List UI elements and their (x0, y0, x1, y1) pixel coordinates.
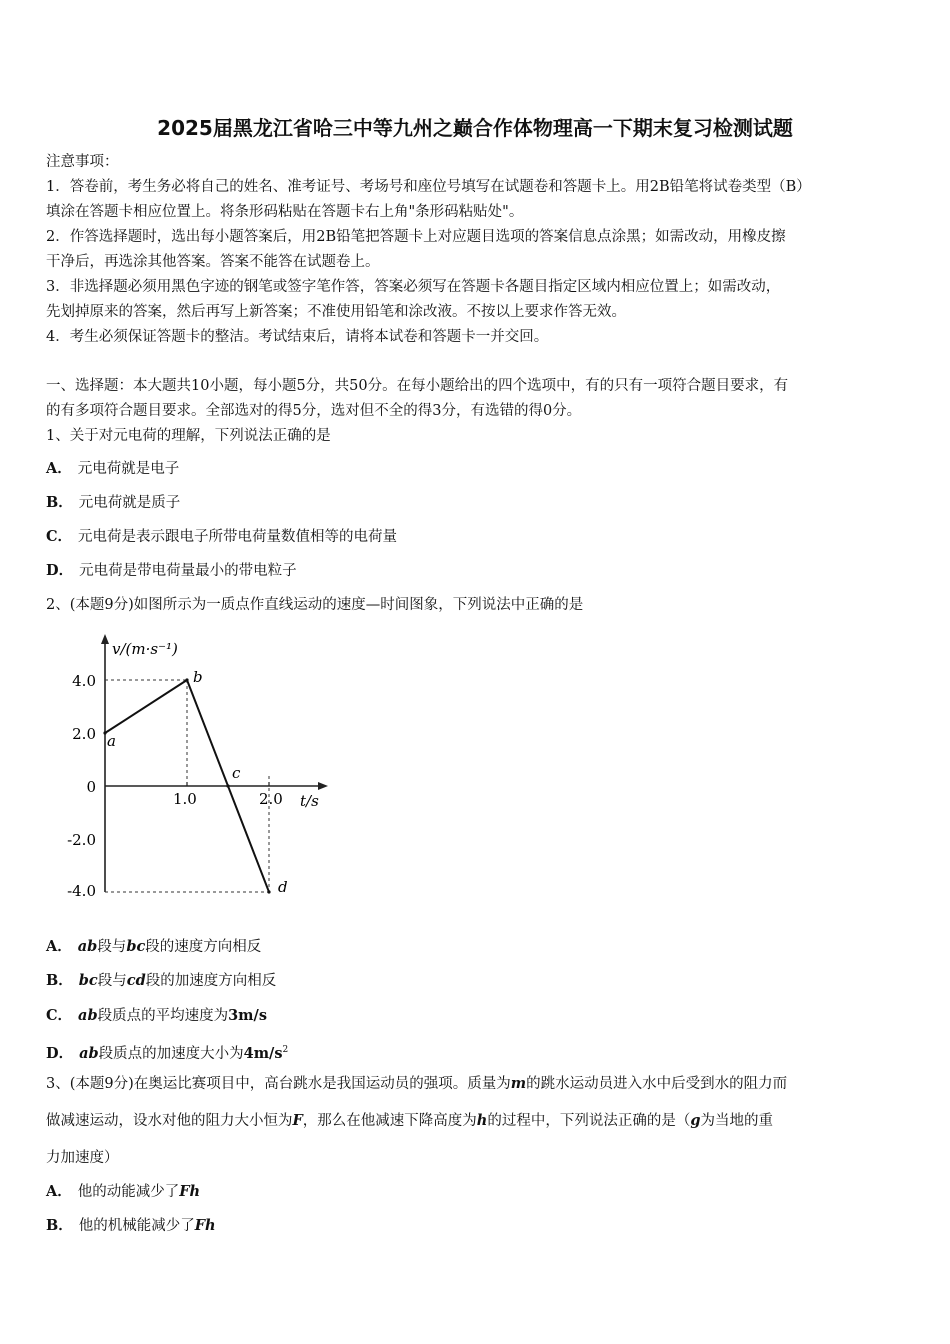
y-tick-label: 0 (86, 778, 96, 796)
point-label-a: a (107, 732, 116, 750)
series-segment-bc (187, 680, 228, 786)
notice-line: 填涂在答题卡相应位置上。将条形码粘贴在答题卡右上角"条形码粘贴处"。 (46, 204, 524, 220)
page-title: 2025届黑龙江省哈三中等九州之巅合作体物理高一下期末复习检测试题 (157, 116, 793, 140)
question-1-option-b[interactable]: B． 元电荷就是质子 (46, 494, 181, 511)
x-tick-label: 1.0 (173, 790, 197, 808)
notice-line: 干净后，再选涂其他答案。答案不能答在试题卷上。 (46, 254, 380, 270)
question-3-stem-line: 力加速度） (46, 1150, 119, 1166)
series-segment-ab (105, 680, 187, 733)
x-axis-label: t/s (300, 792, 319, 810)
question-text: (本题9分)如图所示为一质点作直线运动的速度—时间图象，下列说法中正确的是 (69, 597, 584, 613)
section-instructions: 的有多项符合题目要求。全部选对的得5分，选对但不全的得3分，有选错的得0分。 (46, 403, 582, 419)
question-1-stem (46, 424, 908, 448)
data-point-d (267, 890, 270, 893)
question-2-option-a[interactable]: A． ab段与bc段的速度方向相反 (46, 938, 262, 955)
y-tick-label: -4.0 (67, 882, 96, 900)
question-3-stem-line: 做减速运动，设水对他的阻力大小恒为F，那么在他减速下降高度为h的过程中，下列说法正确的是（g为当地的重 (46, 1112, 773, 1129)
question-text: 关于对元电荷的理解，下列说法正确的是 (69, 428, 331, 444)
data-point-b (185, 678, 188, 681)
section-instructions: 一、选择题：本大题共10小题，每小题5分，共50分。在每小题给出的四个选项中，有的只有一项符合题目要求，有 (46, 378, 789, 394)
data-point-c (226, 784, 229, 787)
question-2-option-d[interactable]: D． ab段质点的加速度大小为$4m/s^2$ (46, 1044, 289, 1062)
point-label-c: c (232, 764, 241, 782)
notice-line: 先划掉原来的答案，然后再写上新答案；不准使用铅笔和涂改液。不按以上要求作答无效。 (46, 304, 626, 320)
notice-line: 1．答卷前，考生务必将自己的姓名、准考证号、考场号和座位号填写在试题卷和答题卡上。用2B铅笔将试卷类型（B） (46, 179, 811, 195)
question-2-option-c[interactable]: C． ab段质点的平均速度为3m/s (46, 1007, 267, 1024)
question-3-stem-line: 3、(本题9分)在奥运比赛项目中，高台跳水是我国运动员的强项。质量为m的跳水运动员进入水中后受到水的阻力而 (46, 1075, 788, 1092)
question-number: 3、 (46, 1076, 70, 1092)
question-3-option-a[interactable]: A． 他的动能减少了Fh (46, 1183, 201, 1200)
question-1-option-d[interactable]: D． 元电荷是带电荷量最小的带电粒子 (46, 562, 297, 579)
point-label-b: b (193, 668, 203, 686)
notice-heading: 注意事项： (46, 154, 119, 170)
y-tick-label: -2.0 (67, 831, 96, 849)
question-2-option-b[interactable]: B． bc段与cd段的加速度方向相反 (46, 972, 277, 989)
notice-line: 3．非选择题必须用黑色字迹的钢笔或签字笔作答，答案必须写在答题卡各题目指定区域内相应位置上；如需改动， (46, 279, 781, 295)
question-1-option-a[interactable]: A． 元电荷就是电子 (46, 460, 180, 477)
question-number: 1、 (46, 428, 70, 444)
point-label-d: d (278, 878, 288, 896)
question-3-option-b[interactable]: B． 他的机械能减少了Fh (46, 1217, 216, 1234)
question-1-option-c[interactable]: C． 元电荷是表示跟电子所带电荷量数值相等的电荷量 (46, 528, 398, 545)
question-2-stem (46, 593, 908, 617)
notice-line: 4．考生必须保证答题卡的整洁。考试结束后，请将本试卷和答题卡一并交回。 (46, 329, 549, 345)
velocity-time-graph (60, 630, 350, 905)
notice-line: 2．作答选择题时，选出每小题答案后，用2B铅笔把答题卡上对应题目选项的答案信息点涂黑；如需改动，用橡皮擦 (46, 229, 786, 245)
y-axis-arrow (101, 634, 109, 644)
x-tick-label: 2.0 (259, 790, 283, 808)
y-tick-label: 4.0 (72, 672, 96, 690)
y-tick-label: 2.0 (72, 725, 96, 743)
y-axis-label: v/(m·s⁻¹) (112, 640, 178, 658)
x-axis-arrow (318, 782, 328, 790)
question-number: 2、 (46, 597, 70, 613)
